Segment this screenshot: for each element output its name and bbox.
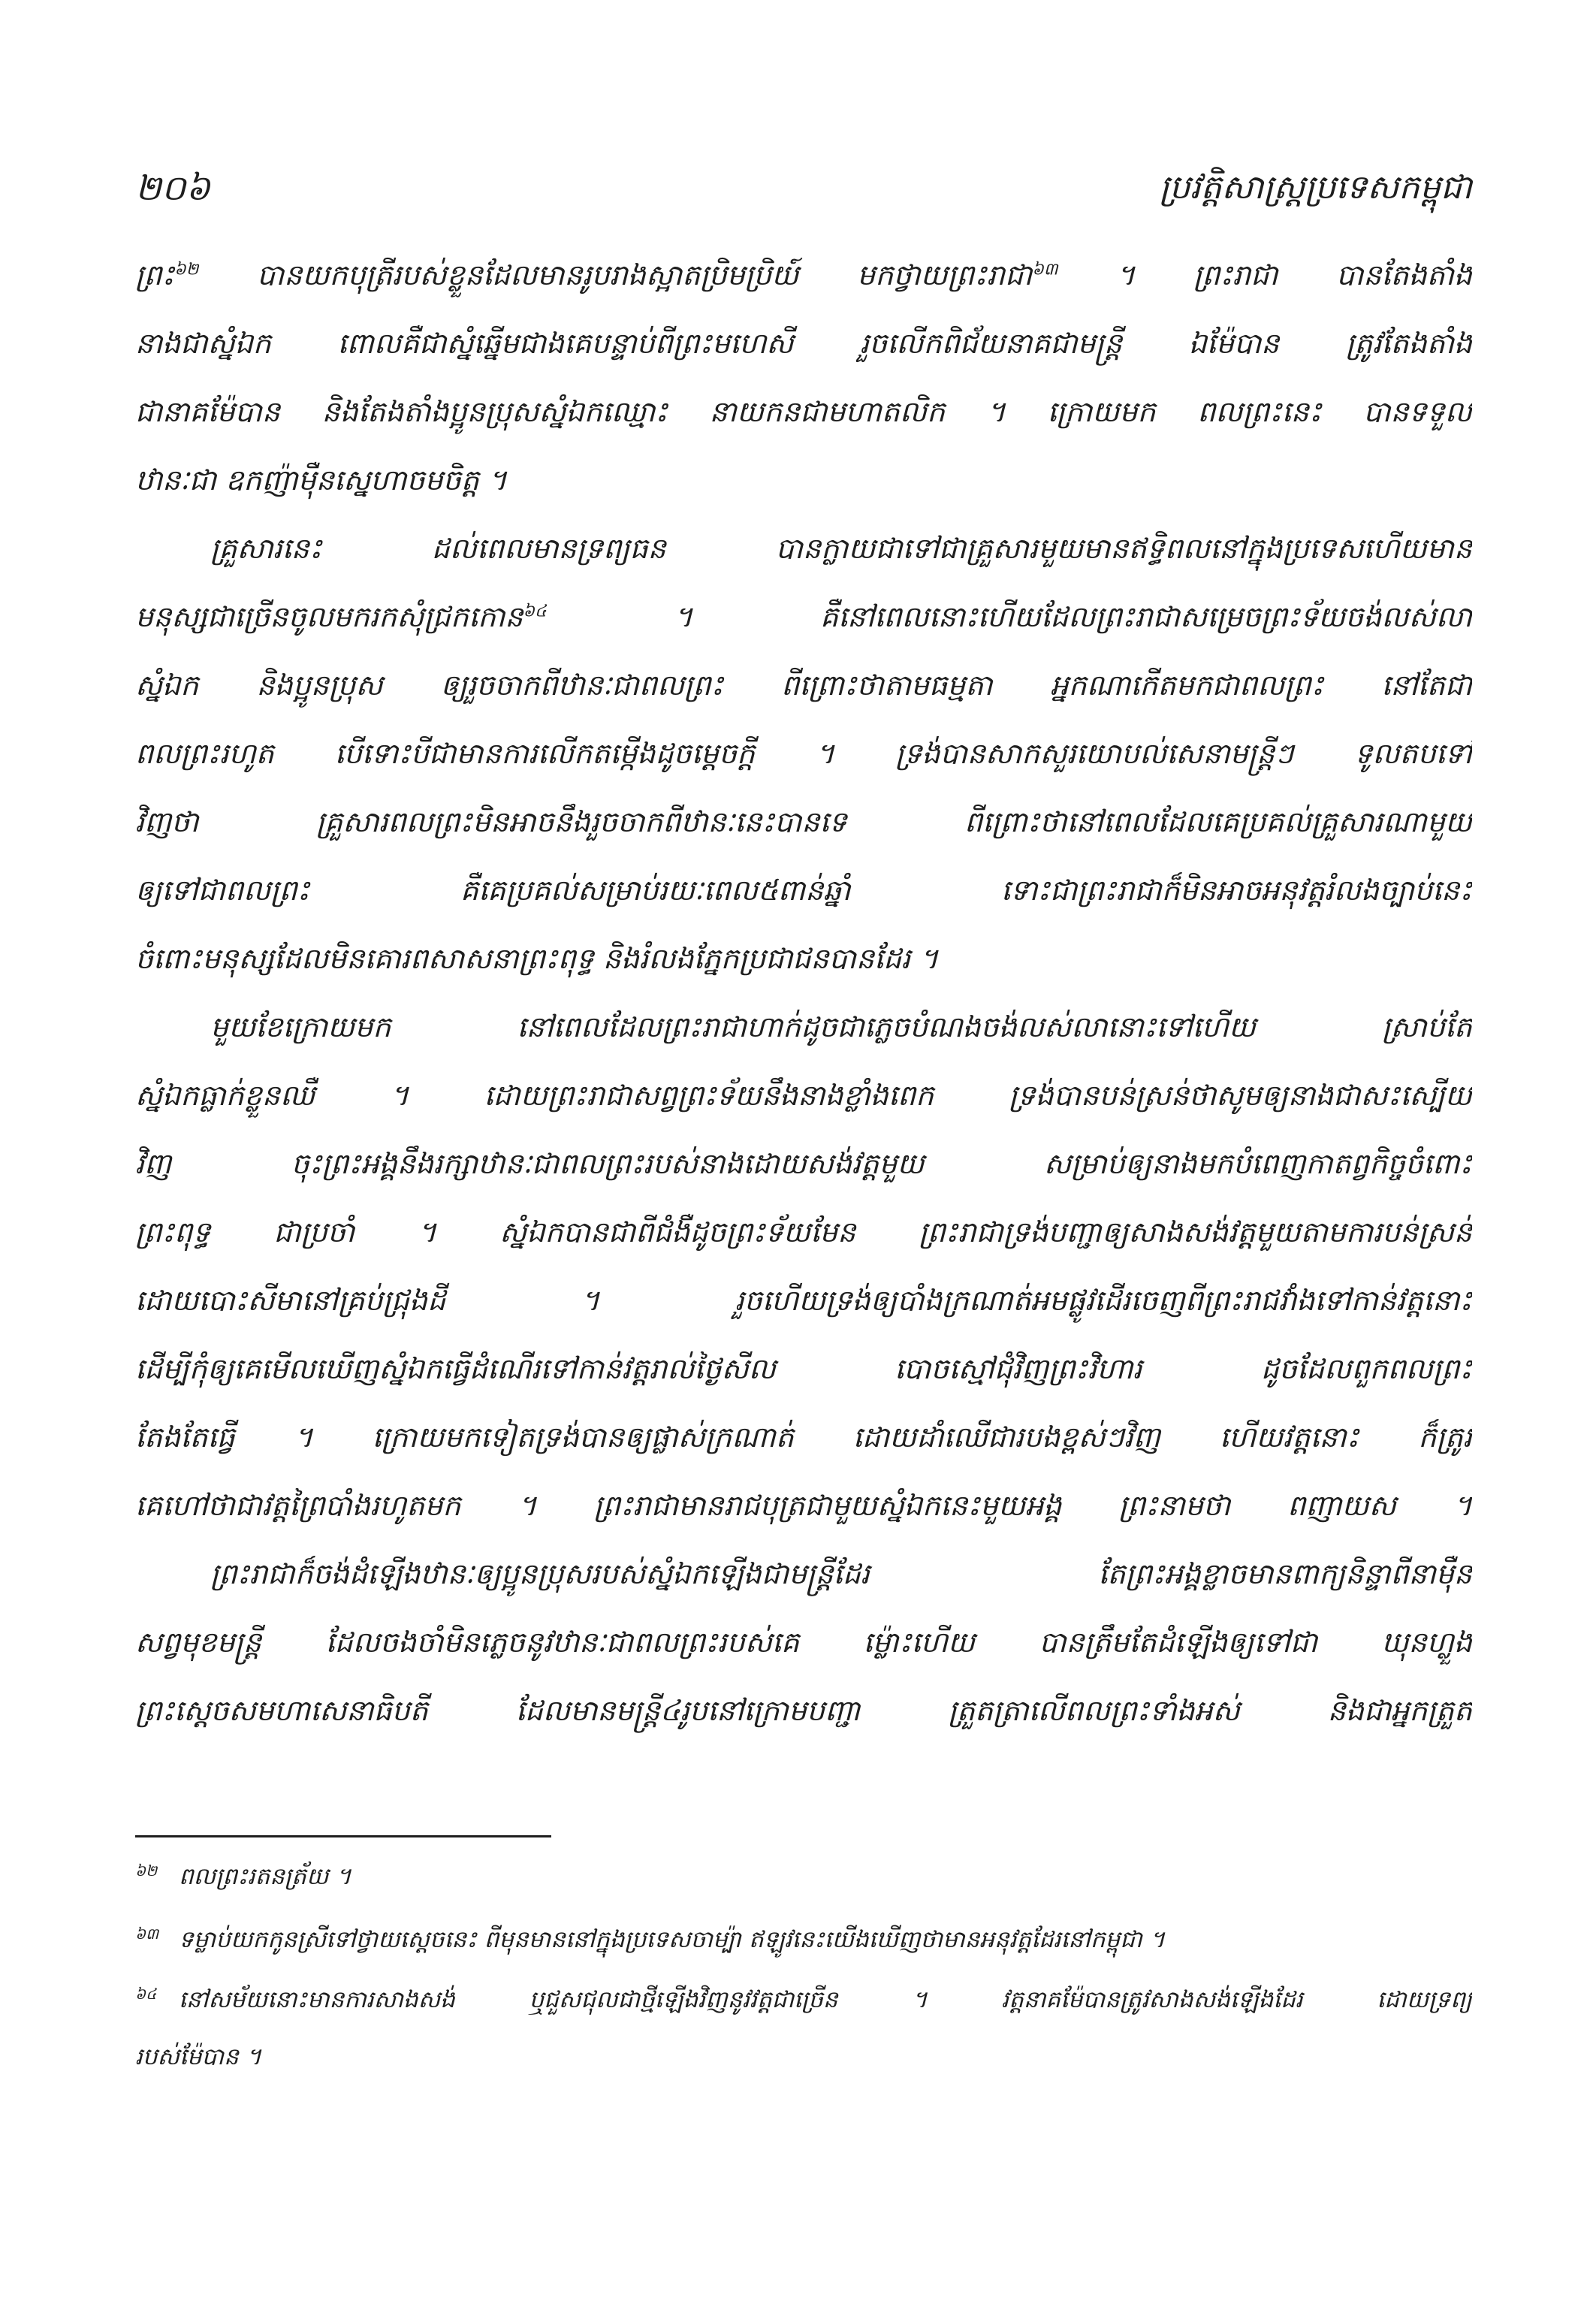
body-line: ឋានៈជា ឧកញ៉ាម៉ឺនស្នេហាចមចិត្ត ។ xyxy=(135,464,507,497)
body-line: ដោយបោះសីមានៅគ្រប់ជ្រុងដី ។ រួចហើយទ្រង់ឲ្យបាំងក្រណាត់អមផ្លូវដើរចេញពីព្រះរាជវាំងទៅកាន់វត្តនោះ xyxy=(135,1284,1472,1317)
body-line: ស្នំឯក និងប្អូនប្រុស ឲ្យរួចចាកពីឋានៈជាពលព្រះ ពីព្រោះថាតាមធម្មតា អ្នកណាកើតមកជាពលព្រះ នៅតែជា xyxy=(135,669,1472,702)
running-title: ប្រវត្តិសាស្ត្រប្រទេសកម្ពុជា xyxy=(1159,168,1472,207)
body-line: សព្វមុខមន្ត្រី ដែលចងចាំមិនភ្លេចនូវឋានៈជាពលព្រះរបស់គេ ម៉្លោះហើយ បានត្រឹមតែដំឡើងឲ្យទៅជា ឃុនហ្លួង xyxy=(135,1626,1472,1659)
body-line: គ្រួសារនេះ ដល់ពេលមានទ្រព្យធន បានក្លាយជាទៅជាគ្រួសារមួយមានឥទ្ធិពលនៅក្នុងប្រទេសហើយមាន xyxy=(210,532,1472,565)
body-line: គេហៅថាជាវត្តព្រៃបាំងរហូតមក ។ ព្រះរាជាមានរាជបុត្រជាមួយស្នំឯកនេះមួយអង្គ ព្រះនាមថា ពញាយស ។ xyxy=(135,1489,1472,1522)
footnote-ref: ៦៣ xyxy=(1032,260,1058,279)
body-line: មួយខែក្រោយមក នៅពេលដែលព្រះរាជាហាក់ដូចជាភ្លេចបំណងចង់លស់លានោះទៅហើយ ស្រាប់តែ xyxy=(210,1010,1472,1043)
footnote-ref: ៦៤ xyxy=(523,602,547,621)
line-text: ។ ព្រះរាជា បានតែងតាំង xyxy=(1057,258,1472,291)
footnote: ៦៣ ទម្លាប់យកកូនស្រីទៅថ្វាយស្ដេចនេះ ពីមុនមាននៅក្នុងប្រទេសចាម្ប៉ា ឥឡូវនេះយើងឃើញថាមានអនុវត្តដែរនៅកម្ពុជា ។ xyxy=(135,1924,1166,1953)
body-line: វិញថា គ្រួសារពលព្រះមិនអាចនឹងរួចចាកពីឋានៈនេះបានទេ ពីព្រោះថានៅពេលដែលគេប្រគល់គ្រួសារណាមួយ xyxy=(135,805,1472,838)
body-line: ឲ្យទៅជាពលព្រះ គឺគេប្រគល់សម្រាប់រយៈពេល៥ពាន់ឆ្នាំ ទោះជាព្រះរាជាក៏មិនអាចអនុវត្តរំលងច្បាប់នេះ xyxy=(135,874,1472,907)
footnote-text: ទម្លាប់យកកូនស្រីទៅថ្វាយស្ដេចនេះ ពីមុនមាននៅក្នុងប្រទេសចាម្ប៉ា ឥឡូវនេះយើងឃើញថាមានអនុវត្តដែរនៅកម្ពុជា ។ xyxy=(179,1926,1166,1953)
body-line: ពលព្រះរហូត បើទោះបីជាមានការលើកតម្កើងដូចម្ដេចក្ដី ។ ទ្រង់បានសាកសួរយោបល់សេនាមន្ត្រីៗ ទូលតបទៅ xyxy=(135,737,1472,770)
body-line: ព្រះស្ដេចសមហាសេនាធិបតី ដែលមានមន្ត្រី៤រូបនៅក្រោមបញ្ជា ត្រួតត្រាលើពលព្រះទាំងអស់ និងជាអ្នកត្រួត xyxy=(135,1694,1472,1727)
body-line xyxy=(135,583,1472,651)
line-text: បានយកបុត្រីរបស់ខ្លួនដែលមានរូបរាងស្អាតប្រិមប្រិយ៍ មកថ្វាយព្រះរាជា xyxy=(198,258,1033,291)
body-line: តែងតែធ្វើ ។ ក្រោយមកទៀតទ្រង់បានឲ្យផ្លាស់ក្រណាត់ ដោយដាំឈើជារបងខ្ពស់ៗវិញ ហើយវត្តនោះ ក៏ត្រូវ xyxy=(135,1421,1472,1454)
body-line: ព្រះរាជាក៏ចង់ដំឡើងឋានៈឲ្យប្អូនប្រុសរបស់ស្នំឯកឡើងជាមន្ត្រីដែរ តែព្រះអង្គខ្លាចមានពាក្យនិន្ទាពីនាម៉ឺន xyxy=(210,1557,1472,1590)
footnote: ៦៤ នៅសម័យនោះមានការសាងសង់ ឬជួសជុលជាថ្មីឡើងវិញនូវវត្តជាច្រើន ។ វត្តនាគម៉ែបានត្រូវសាងសង់ឡើងដែរ ដោយទ្រព្យ xyxy=(135,1984,1472,2013)
body-line: ចំពោះមនុស្សដែលមិនគោរពសាសនាព្រះពុទ្ធ និងរំលងភ្នែកប្រជាជនបានដែរ ។ xyxy=(135,942,939,975)
footnote-text: នៅសម័យនោះមានការសាងសង់ ឬជួសជុលជាថ្មីឡើងវិញនូវវត្តជាច្រើន ។ វត្តនាគម៉ែបានត្រូវសាងសង់ឡើងដែរ ដោយទ្រព្យ xyxy=(179,1986,1472,2013)
footnote-text: ពលព្រះរតនត្រ័យ ។ xyxy=(179,1863,351,1890)
footnote-continuation: របស់ម៉ែបាន ។ xyxy=(135,2043,262,2070)
footnote-ref: ៦២ xyxy=(174,260,199,279)
line-text: ។ គឺនៅពេលនោះហើយដែលព្រះរាជាសម្រេចព្រះទ័យចង់លស់លា xyxy=(546,600,1472,633)
body-line: ដើម្បីកុំឲ្យគេមើលឃើញស្នំឯកធ្វើដំណើរទៅកាន់វត្តរាល់ថ្ងៃសីល បោចស្មៅជុំវិញព្រះវិហារ ដូចដែលពួកពលព្រះ xyxy=(135,1352,1472,1385)
page-number: ២០៦ xyxy=(135,168,210,208)
line-text: ព្រះ xyxy=(135,258,175,291)
body-line: ព្រះពុទ្ធ ជាប្រចាំ ។ ស្នំឯកបានជាពីជំងឺដូចព្រះទ័យមែន ព្រះរាជាទ្រង់បញ្ជាឲ្យសាងសង់វត្តមួយតាមការបន់ស្រន់ xyxy=(135,1215,1472,1249)
body-line: វិញ ចុះព្រះអង្គនឹងរក្សាឋានៈជាពលព្រះរបស់នាងដោយសង់វត្តមួយ សម្រាប់ឲ្យនាងមកបំពេញកាតព្វកិច្ចចំពោះ xyxy=(135,1147,1472,1180)
line-text: មនុស្សជាច្រើនចូលមករកសុំជ្រកកោន xyxy=(135,600,523,633)
body-line: នាងជាស្នំឯក ពោលគឺជាស្នំឆ្នើមជាងគេបន្ទាប់ពីព្រះមហេសី រួចលើកពិជ័យនាគជាមន្ត្រី ឯម៉ែបាន ត្រូវតែងតាំង xyxy=(135,327,1472,360)
body-line: ជានាគម៉ែបាន និងតែងតាំងប្អូនប្រុសស្នំឯកឈ្មោះ នាយកនជាមហាតលិក ។ ក្រោយមក ពលព្រះនេះ បានទទួល xyxy=(135,395,1472,428)
footnote: ៦២ ពលព្រះរតនត្រ័យ ។ xyxy=(135,1861,351,1890)
body-line xyxy=(135,241,1472,310)
footnote-separator xyxy=(135,1835,551,1837)
body-line: ស្នំឯកធ្លាក់ខ្លួនឈឺ ។ ដោយព្រះរាជាសព្វព្រះទ័យនឹងនាងខ្លាំងពេក ទ្រង់បានបន់ស្រន់ថាសូមឲ្យនាងជាសះស្បើយ xyxy=(135,1079,1472,1112)
